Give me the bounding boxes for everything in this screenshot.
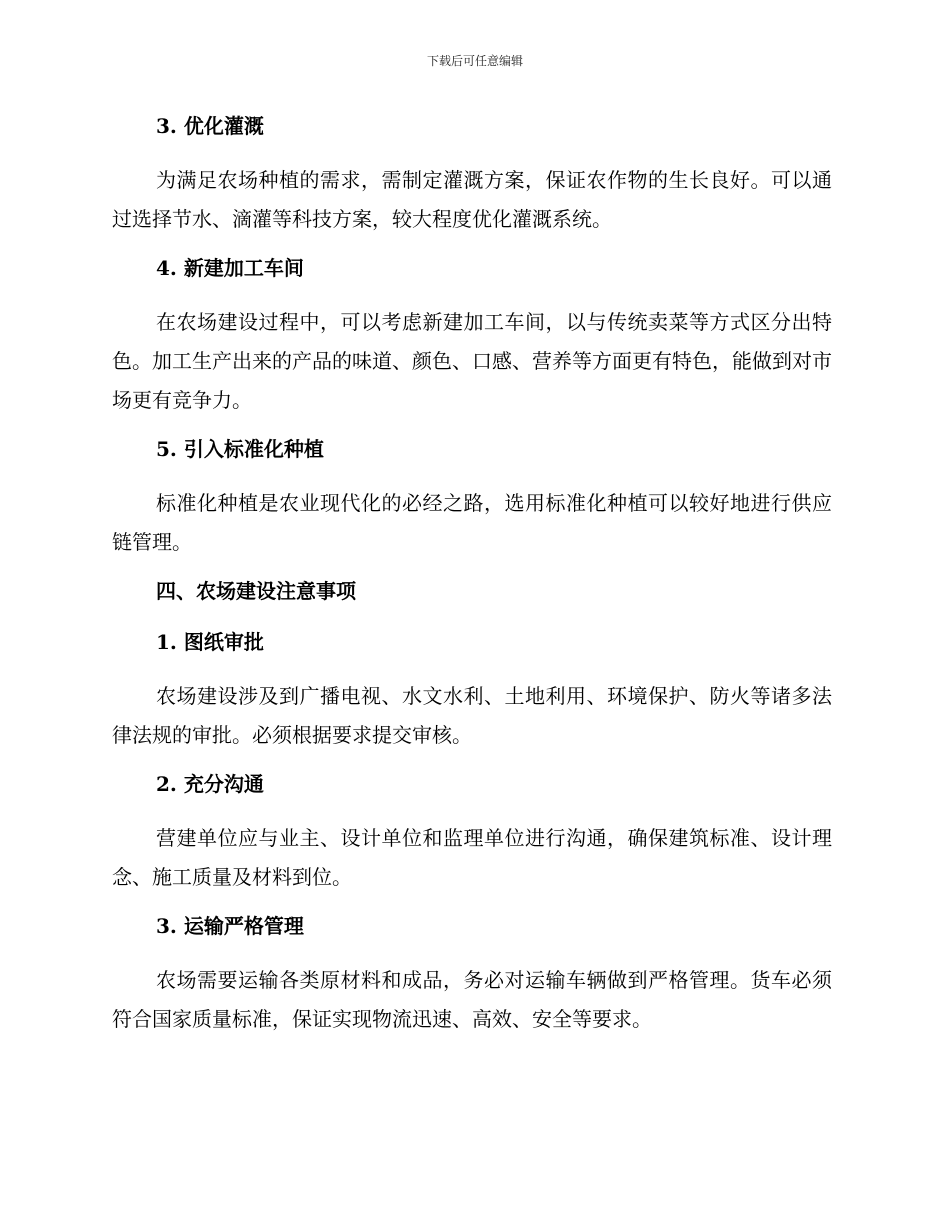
section-heading-drawing-approval: 1. 图纸审批 xyxy=(156,630,264,654)
paragraph-communication: 营建单位应与业主、设计单位和监理单位进行沟通，确保建筑标准、设计理念、施工质量及材料到位。 xyxy=(112,826,832,889)
paragraph-processing-workshop: 在农场建设过程中，可以考虑新建加工车间，以与传统卖菜等方式区分出特色。加工生产出来的产品的味道、颜色、口感、营养等方面更有特色，能做到对市场更有竞争力。 xyxy=(112,310,832,412)
paragraph-transport-management: 农场需要运输各类原材料和成品，务必对运输车辆做到严格管理。货车必须符合国家质量标准，保证实现物流迅速、高效、安全等要求。 xyxy=(112,968,832,1031)
document-body xyxy=(112,110,832,1039)
section-heading-processing-workshop: 4. 新建加工车间 xyxy=(156,256,304,280)
paragraph-standardized-planting: 标准化种植是农业现代化的必经之路，选用标准化种植可以较好地进行供应链管理。 xyxy=(112,491,832,554)
paragraph-optimize-irrigation: 为满足农场种植的需求，需制定灌溉方案，保证农作物的生长良好。可以通过选择节水、滴灌等科技方案，较大程度优化灌溉系统。 xyxy=(112,168,832,231)
section-heading-optimize-irrigation: 3. 优化灌溉 xyxy=(156,114,264,138)
paragraph-drawing-approval: 农场建设涉及到广播电视、水文水利、土地利用、环境保护、防火等诸多法律法规的审批。必须根据要求提交审核。 xyxy=(112,684,832,747)
section-heading-communication: 2. 充分沟通 xyxy=(156,772,264,796)
chapter-heading-precautions: 四、农场建设注意事项 xyxy=(156,579,356,603)
page-header: 下载后可任意编辑 xyxy=(426,54,523,68)
section-heading-standardized-planting: 5. 引入标准化种植 xyxy=(156,437,324,461)
section-heading-transport-management: 3. 运输严格管理 xyxy=(156,914,304,938)
